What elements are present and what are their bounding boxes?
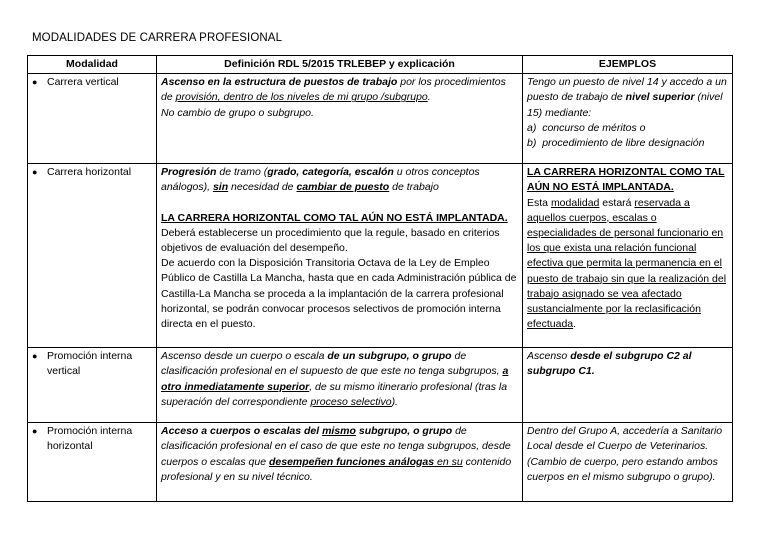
ejemplo-text: reservada a aquellos cuerpos, escalas o especialidades de personal funcionario en los que exista una relación funcional efectiva que permita la permanencia en el puesto de trabajo sin que la realización del trabajo asignado se vea afectado sustancialmente por la reclasificación efectuada: [527, 196, 727, 331]
ejemplo-notice: LA CARRERA HORIZONTAL COMO TAL AÚN NO ESTÁ IMPLANTADA.: [527, 166, 725, 194]
definicion-text: grado, categoría, escalón: [267, 166, 394, 179]
bullet-icon: ●: [32, 426, 38, 437]
definicion-text: ).: [391, 395, 398, 408]
definicion-text: mismo: [322, 425, 356, 438]
definicion-text: Ascenso desde un cuerpo o escala: [161, 350, 328, 363]
ejemplo-list-item: [527, 121, 728, 136]
table-row: [28, 164, 733, 348]
definicion-text: provisión, dentro de los niveles de mi grupo /subgrupo: [175, 91, 428, 104]
definicion-text: Acceso a cuerpos o escalas del: [161, 425, 323, 438]
definicion-text: a otro inmediatamente superior: [161, 365, 509, 393]
definicion-text: proceso selectivo: [310, 395, 392, 408]
ejemplo-cell: [523, 348, 733, 423]
ejemplo-text: estará: [599, 196, 635, 209]
ejemplo-cell: [523, 74, 733, 164]
ejemplo-text: Esta: [527, 196, 551, 209]
ejemplo-text: (nivel 15) mediante:: [527, 91, 723, 119]
definicion-text: cambiar de puesto: [296, 181, 390, 194]
modalidad-label: Carrera vertical: [47, 76, 119, 89]
definicion-text: Ascenso en la estructura de puestos de trabajo: [161, 76, 398, 89]
definicion-notice: LA CARRERA HORIZONTAL COMO TAL AÚN NO ESTÁ IMPLANTADA.: [161, 211, 508, 224]
definicion-text: .: [427, 91, 431, 104]
definicion-text: De acuerdo con la Disposición Transitoria Octava de la Ley de Empleo Público de Castilla La Mancha, hasta que en cada Administración pública de Castilla-La Mancha se proceda a la implantación de la carrera profesional horizontal, se podrán convocar procesos selectivos de promoción interna directa en el puesto.: [161, 257, 517, 331]
definicion-text: Progresión: [161, 166, 217, 179]
modalidad-cell: [28, 423, 157, 502]
modalidad-cell: [28, 74, 157, 164]
ejemplo-text: nivel superior: [625, 91, 695, 104]
ejemplo-cell: [523, 164, 733, 348]
table-header-row: [28, 56, 733, 74]
ejemplo-text: Ascenso: [527, 350, 571, 363]
modalidad-label: Promoción interna horizontal: [47, 425, 133, 453]
definicion-text: en su: [434, 455, 463, 468]
definicion-text: de un subgrupo, o grupo: [327, 350, 452, 363]
definicion-text: de clasificación profesional en el supuesto de que este no tenga subgrupos,: [161, 350, 503, 378]
ejemplo-text: .: [573, 318, 577, 331]
ejemplo-text: Tengo un puesto de nivel 14 y accedo a un puesto de trabajo de: [527, 76, 727, 104]
list-label: a): [527, 121, 537, 134]
definicion-text: de tramo (: [216, 166, 268, 179]
ejemplo-text: modalidad: [550, 196, 600, 209]
definicion-text: No cambio de grupo o subgrupo.: [161, 106, 314, 119]
definicion-text: sin: [212, 181, 229, 194]
ejemplo-text: (Cambio de cuerpo, pero estando ambos cuerpos en el mismo subgrupo o grupo).: [527, 455, 718, 483]
definicion-text: desempeñen funciones análogas: [268, 455, 435, 468]
ejemplo-text: Dentro del Grupo A, accedería a Sanitario Local desde el Cuerpo de Veterinarios.: [527, 425, 723, 453]
definicion-cell: [157, 74, 523, 164]
list-text: concurso de méritos o: [542, 121, 646, 134]
ejemplo-cell: [523, 423, 733, 502]
definicion-cell: [157, 348, 523, 423]
modalidad-label: Promoción interna vertical: [47, 350, 133, 378]
list-text: procedimiento de libre designación: [542, 137, 705, 150]
bullet-icon: ●: [32, 351, 38, 362]
modalidad-cell: [28, 348, 157, 423]
definicion-text: subgrupo, o grupo: [355, 425, 453, 438]
modalidad-cell: [28, 164, 157, 348]
bullet-icon: ●: [32, 167, 38, 178]
header-ejemplos: EJEMPLOS: [523, 56, 733, 74]
ejemplo-list-item: [527, 136, 728, 151]
header-definicion: Definición RDL 5/2015 TRLEBEP y explicación: [157, 56, 523, 74]
bullet-icon: ●: [32, 77, 38, 88]
definicion-text: de clasificación profesional en el caso de que este no tenga subgrupos, desde cuerpos o escalas que: [161, 425, 511, 468]
table-row: [28, 423, 733, 502]
modalidad-label: Carrera horizontal: [47, 166, 132, 179]
careers-table: [27, 55, 733, 502]
ejemplo-text: desde el subgrupo C2 al subgrupo C1.: [527, 350, 692, 378]
definicion-text: de trabajo: [389, 181, 439, 194]
definicion-text: u otros conceptos análogos),: [161, 166, 480, 194]
document-title: MODALIDADES DE CARRERA PROFESIONAL: [32, 32, 283, 44]
definicion-cell: [157, 164, 523, 348]
table-row: [28, 348, 733, 423]
definicion-text: necesidad de: [228, 181, 297, 194]
definicion-cell: [157, 423, 523, 502]
table-row: [28, 74, 733, 164]
header-modalidad: Modalidad: [28, 56, 157, 74]
definicion-text: , de su mismo itinerario profesional (tras la superación del correspondiente: [161, 380, 508, 408]
definicion-text: Deberá establecerse un procedimiento que la regule, basado en criterios objetivos de evaluación del desempeño.: [161, 226, 500, 255]
definicion-text: por los procedimientos de: [161, 76, 506, 104]
list-label: b): [527, 137, 537, 150]
definicion-text: contenido profesional y en su nivel técnico.: [161, 455, 512, 483]
